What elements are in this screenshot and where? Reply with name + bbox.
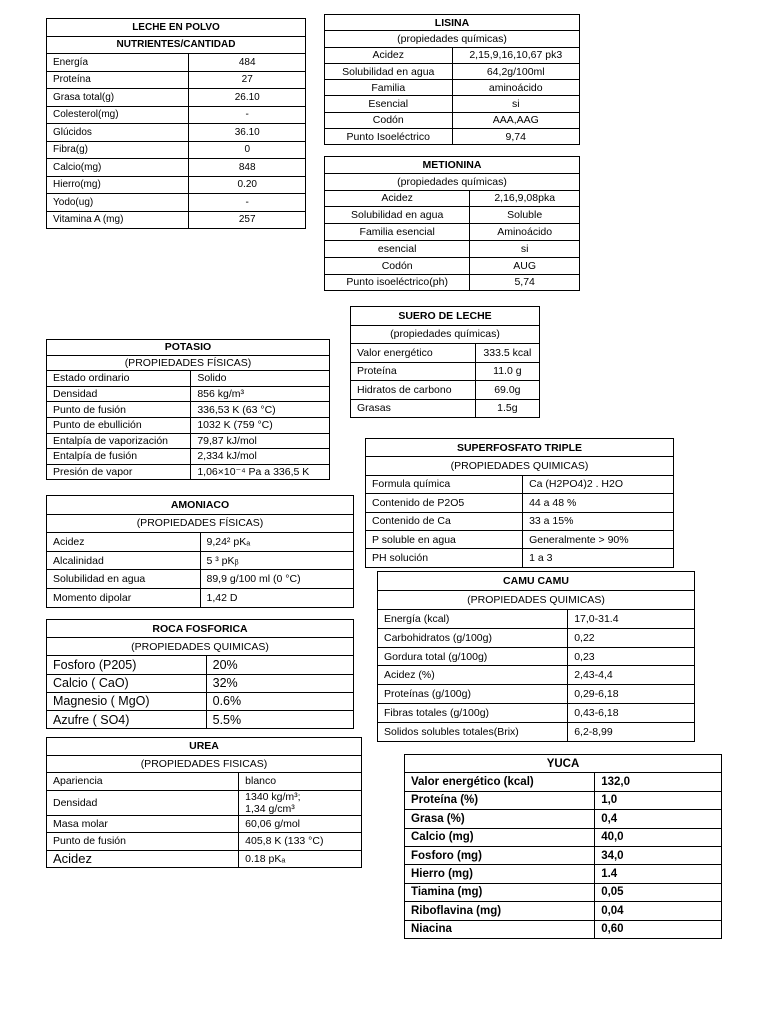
property-value: 26.10: [189, 89, 306, 107]
property-label: Solidos solubles totales(Brix): [378, 723, 568, 742]
table-row: [47, 674, 354, 692]
header-row: [47, 514, 354, 533]
property-value: 40,0: [595, 828, 722, 846]
property-value: 1,42 D: [200, 588, 354, 607]
property-value: 2,334 kJ/mol: [191, 449, 330, 465]
property-value: 20%: [206, 656, 353, 674]
property-label: Grasa total(g): [47, 89, 189, 107]
table-row: [378, 723, 695, 742]
property-label: Hierro(mg): [47, 176, 189, 194]
property-value: 27: [189, 71, 306, 89]
property-value: 17,0-31.4: [568, 609, 695, 628]
property-label: Vitamina A (mg): [47, 211, 189, 229]
table-row: [47, 176, 306, 194]
table-subtitle: (PROPIEDADES QUIMICAS): [366, 457, 674, 475]
property-value: 0,04: [595, 902, 722, 920]
table-lisina: [324, 14, 580, 145]
table-row: [47, 417, 330, 433]
property-value: 32%: [206, 674, 353, 692]
property-label: Familia: [325, 80, 453, 96]
property-label: Glúcidos: [47, 124, 189, 142]
property-value: 5 ³ pKᵦ: [200, 551, 354, 570]
header-row: [378, 590, 695, 609]
table-row: [351, 362, 540, 381]
property-value: 0.20: [189, 176, 306, 194]
header-row: [325, 15, 580, 31]
header-row: [47, 340, 330, 356]
header-row: [47, 19, 306, 37]
table-row: [47, 710, 354, 728]
property-label: Grasa (%): [405, 810, 595, 828]
property-label: Yodo(ug): [47, 194, 189, 212]
property-label: Azufre ( SO4): [47, 710, 207, 728]
header-row: [325, 173, 580, 190]
table-leche-en-polvo: [46, 18, 306, 229]
table-title: LISINA: [325, 15, 580, 31]
property-value: 1.5g: [475, 399, 539, 418]
property-label: Familia esencial: [325, 224, 470, 241]
property-label: Punto Isoeléctrico: [325, 129, 453, 145]
property-value: 5,74: [470, 274, 580, 291]
property-value: 1340 kg/m³; 1,34 g/cm³: [239, 790, 362, 815]
table-row: [325, 190, 580, 207]
property-label: Contenido de Ca: [366, 512, 523, 530]
property-value: 11.0 g: [475, 362, 539, 381]
table-row: [366, 494, 674, 512]
property-label: Apariencia: [47, 773, 239, 791]
table-row: [47, 141, 306, 159]
header-row: [366, 457, 674, 475]
header-row: [405, 755, 722, 773]
table-row: [47, 211, 306, 229]
table-row: [351, 381, 540, 400]
property-label: Acidez (%): [378, 666, 568, 685]
table-title: METIONINA: [325, 157, 580, 174]
table-subtitle: (propiedades químicas): [325, 173, 580, 190]
property-value: Aminoácido: [470, 224, 580, 241]
property-value: 33 a 15%: [523, 512, 674, 530]
table-row: [325, 274, 580, 291]
property-label: Tiamina (mg): [405, 883, 595, 901]
property-value: 89,9 g/100 ml (0 °C): [200, 570, 354, 589]
property-label: Estado ordinario: [47, 371, 191, 387]
table-superfosfato-triple: [365, 438, 674, 568]
table-row: [47, 692, 354, 710]
table-potasio: [46, 339, 330, 480]
table-row: [405, 791, 722, 809]
table-subtitle: (PROPIEDADES QUIMICAS): [378, 590, 695, 609]
property-label: Punto de fusión: [47, 833, 239, 851]
table-title: POTASIO: [47, 340, 330, 356]
table-row: [47, 656, 354, 674]
property-label: Colesterol(mg): [47, 106, 189, 124]
property-label: Densidad: [47, 386, 191, 402]
table-row: [405, 810, 722, 828]
table-row: [47, 815, 362, 833]
property-label: Contenido de P2O5: [366, 494, 523, 512]
property-value: 36.10: [189, 124, 306, 142]
property-value: 69.0g: [475, 381, 539, 400]
table-row: [405, 828, 722, 846]
property-label: Formula química: [366, 475, 523, 493]
table-row: [47, 159, 306, 177]
property-label: Energía: [47, 54, 189, 72]
table-row: [405, 773, 722, 791]
property-value: 0,23: [568, 647, 695, 666]
property-label: Magnesio ( MgO): [47, 692, 207, 710]
property-label: Proteínas (g/100g): [378, 685, 568, 704]
property-label: Calcio ( CaO): [47, 674, 207, 692]
property-label: Proteína (%): [405, 791, 595, 809]
header-row: [366, 439, 674, 457]
property-value: 0,05: [595, 883, 722, 901]
table-title: CAMU CAMU: [378, 572, 695, 591]
table-row: [47, 71, 306, 89]
table-title: UREA: [47, 738, 362, 756]
property-value: 484: [189, 54, 306, 72]
table-row: [405, 920, 722, 938]
table-subtitle: NUTRIENTES/CANTIDAD: [47, 36, 306, 54]
table-row: [47, 850, 362, 868]
property-label: Solubilidad en agua: [325, 63, 453, 79]
property-label: Niacina: [405, 920, 595, 938]
table-row: [325, 63, 580, 79]
header-row: [47, 755, 362, 773]
table-subtitle: (PROPIEDADES FISICAS): [47, 755, 362, 773]
property-value: 34,0: [595, 846, 722, 864]
table-row: [47, 54, 306, 72]
property-value: 60,06 g/mol: [239, 815, 362, 833]
property-value: 1 a 3: [523, 549, 674, 567]
property-value: 2,43-4,4: [568, 666, 695, 685]
property-label: Solubilidad en agua: [47, 570, 201, 589]
table-row: [366, 530, 674, 548]
table-title: ROCA FOSFORICA: [47, 620, 354, 638]
property-label: Acidez: [47, 850, 239, 868]
property-label: Punto de ebullición: [47, 417, 191, 433]
property-value: 856 kg/m³: [191, 386, 330, 402]
property-value: 132,0: [595, 773, 722, 791]
table-row: [325, 129, 580, 145]
table-row: [47, 551, 354, 570]
table-row: [47, 773, 362, 791]
property-value: 9,24² pKₐ: [200, 533, 354, 552]
property-label: Entalpía de fusión: [47, 449, 191, 465]
table-row: [378, 628, 695, 647]
table-title: YUCA: [405, 755, 722, 773]
property-value: Generalmente > 90%: [523, 530, 674, 548]
table-row: [351, 344, 540, 363]
property-label: Hidratos de carbono: [351, 381, 476, 400]
property-label: PH solución: [366, 549, 523, 567]
property-label: Punto de fusión: [47, 402, 191, 418]
property-label: Proteína: [351, 362, 476, 381]
header-row: [47, 355, 330, 371]
property-value: 1.4: [595, 865, 722, 883]
property-value: 0,29-6,18: [568, 685, 695, 704]
property-value: 9,74: [452, 129, 580, 145]
property-value: aminoácido: [452, 80, 580, 96]
property-label: Riboflavina (mg): [405, 902, 595, 920]
property-label: Gordura total (g/100g): [378, 647, 568, 666]
property-value: AUG: [470, 257, 580, 274]
table-row: [47, 570, 354, 589]
table-row: [378, 609, 695, 628]
property-label: Fosforo (P205): [47, 656, 207, 674]
table-row: [378, 685, 695, 704]
table-row: [47, 402, 330, 418]
table-row: [325, 80, 580, 96]
property-label: Calcio(mg): [47, 159, 189, 177]
table-row: [405, 902, 722, 920]
table-row: [366, 549, 674, 567]
property-label: Codón: [325, 112, 453, 128]
property-label: Presión de vapor: [47, 464, 191, 480]
property-value: 0.18 pKₐ: [239, 850, 362, 868]
property-value: AAA,AAG: [452, 112, 580, 128]
property-value: 44 a 48 %: [523, 494, 674, 512]
table-row: [325, 224, 580, 241]
table-urea: [46, 737, 362, 868]
property-value: si: [452, 96, 580, 112]
header-row: [47, 36, 306, 54]
table-subtitle: (propiedades químicas): [325, 31, 580, 47]
property-value: Solido: [191, 371, 330, 387]
table-row: [325, 47, 580, 63]
property-value: 6,2-8,99: [568, 723, 695, 742]
table-row: [47, 833, 362, 851]
table-subtitle: (PROPIEDADES FÍSICAS): [47, 514, 354, 533]
property-label: Fibra(g): [47, 141, 189, 159]
property-value: 0,43-6,18: [568, 704, 695, 723]
property-label: Momento dipolar: [47, 588, 201, 607]
property-label: Acidez: [325, 47, 453, 63]
table-row: [325, 207, 580, 224]
table-row: [405, 846, 722, 864]
property-value: 1032 K (759 °C): [191, 417, 330, 433]
table-row: [47, 194, 306, 212]
property-label: Punto isoeléctrico(ph): [325, 274, 470, 291]
property-value: 64,2g/100ml: [452, 63, 580, 79]
property-label: Esencial: [325, 96, 453, 112]
property-value: -: [189, 194, 306, 212]
property-value: 2,15,9,16,10,67 pk3: [452, 47, 580, 63]
table-subtitle: (PROPIEDADES QUIMICAS): [47, 638, 354, 656]
table-row: [325, 112, 580, 128]
header-row: [47, 638, 354, 656]
table-row: [378, 666, 695, 685]
table-row: [378, 647, 695, 666]
property-label: P soluble en agua: [366, 530, 523, 548]
property-label: Energía (kcal): [378, 609, 568, 628]
table-row: [405, 883, 722, 901]
table-row: [325, 96, 580, 112]
table-row: [325, 257, 580, 274]
property-value: 333.5 kcal: [475, 344, 539, 363]
property-value: 0: [189, 141, 306, 159]
header-row: [325, 31, 580, 47]
property-value: 0.6%: [206, 692, 353, 710]
table-yuca: [404, 754, 722, 939]
property-label: Acidez: [325, 190, 470, 207]
table-title: SUERO DE LECHE: [351, 307, 540, 326]
property-label: Valor energético (kcal): [405, 773, 595, 791]
property-value: Ca (H2PO4)2 . H2O: [523, 475, 674, 493]
property-label: Masa molar: [47, 815, 239, 833]
table-suero-de-leche: [350, 306, 540, 418]
table-row: [47, 588, 354, 607]
table-roca-fosforica: [46, 619, 354, 729]
header-row: [47, 496, 354, 515]
table-amoniaco: [46, 495, 354, 608]
property-label: Densidad: [47, 790, 239, 815]
property-value: blanco: [239, 773, 362, 791]
property-label: Fibras totales (g/100g): [378, 704, 568, 723]
property-label: Alcalinidad: [47, 551, 201, 570]
property-label: Solubilidad en agua: [325, 207, 470, 224]
header-row: [351, 307, 540, 326]
property-value: 0,4: [595, 810, 722, 828]
property-label: Codón: [325, 257, 470, 274]
property-value: 5.5%: [206, 710, 353, 728]
property-value: 336,53 K (63 °C): [191, 402, 330, 418]
property-label: Acidez: [47, 533, 201, 552]
property-value: 405,8 K (133 °C): [239, 833, 362, 851]
table-row: [47, 386, 330, 402]
property-label: Entalpía de vaporización: [47, 433, 191, 449]
table-metionina: [324, 156, 580, 291]
header-row: [47, 738, 362, 756]
property-label: Valor energético: [351, 344, 476, 363]
table-row: [47, 124, 306, 142]
table-subtitle: (propiedades químicas): [351, 325, 540, 344]
table-title: SUPERFOSFATO TRIPLE: [366, 439, 674, 457]
table-row: [325, 240, 580, 257]
property-label: Grasas: [351, 399, 476, 418]
property-value: -: [189, 106, 306, 124]
property-label: Hierro (mg): [405, 865, 595, 883]
property-value: 0,22: [568, 628, 695, 647]
table-row: [47, 449, 330, 465]
property-value: 257: [189, 211, 306, 229]
table-row: [47, 371, 330, 387]
property-value: 1,0: [595, 791, 722, 809]
header-row: [325, 157, 580, 174]
table-camu-camu: [377, 571, 695, 742]
table-row: [47, 106, 306, 124]
property-value: 79,87 kJ/mol: [191, 433, 330, 449]
property-label: esencial: [325, 240, 470, 257]
property-value: 2,16,9,08pka: [470, 190, 580, 207]
property-label: Proteína: [47, 71, 189, 89]
table-row: [378, 704, 695, 723]
table-row: [405, 865, 722, 883]
header-row: [378, 572, 695, 591]
property-value: 848: [189, 159, 306, 177]
property-value: si: [470, 240, 580, 257]
table-row: [366, 512, 674, 530]
property-label: Carbohidratos (g/100g): [378, 628, 568, 647]
table-row: [366, 475, 674, 493]
table-row: [47, 533, 354, 552]
table-subtitle: (PROPIEDADES FÍSICAS): [47, 355, 330, 371]
table-title: LECHE EN POLVO: [47, 19, 306, 37]
property-value: Soluble: [470, 207, 580, 224]
property-label: Fosforo (mg): [405, 846, 595, 864]
property-label: Calcio (mg): [405, 828, 595, 846]
header-row: [47, 620, 354, 638]
property-value: 1,06×10⁻⁴ Pa a 336,5 K: [191, 464, 330, 480]
table-title: AMONIACO: [47, 496, 354, 515]
property-value: 0,60: [595, 920, 722, 938]
table-row: [47, 89, 306, 107]
table-row: [351, 399, 540, 418]
table-row: [47, 790, 362, 815]
table-row: [47, 464, 330, 480]
header-row: [351, 325, 540, 344]
table-row: [47, 433, 330, 449]
